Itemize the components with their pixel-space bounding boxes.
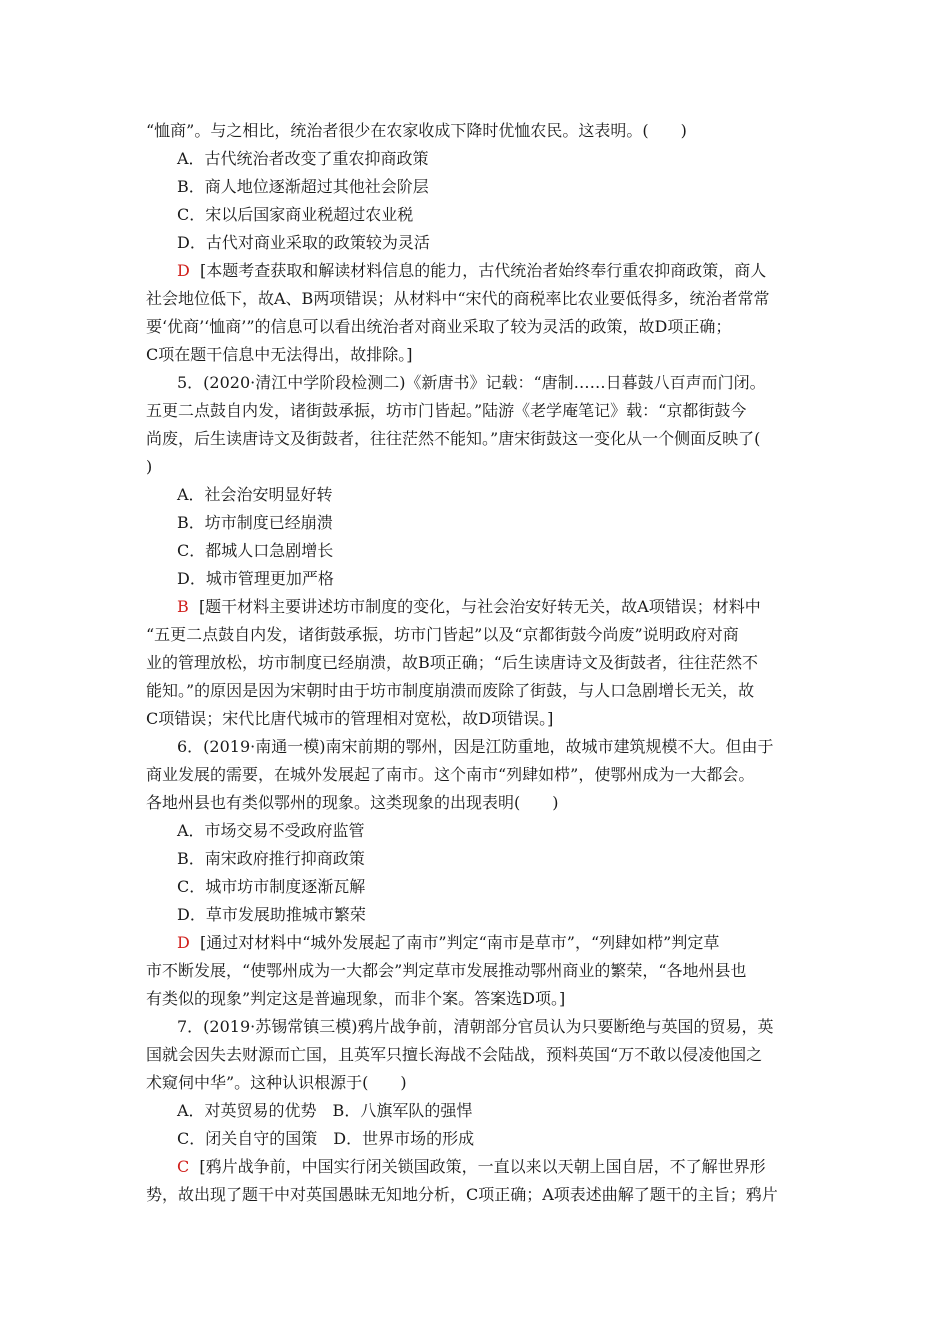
q7-stem-line: 7．(2019·苏锡常镇三模)鸦片战争前，清朝部分官员认为只要断绝与英国的贸易，英 xyxy=(177,1017,774,1036)
q4-option-a: A．古代统治者改变了重农抑商政策 xyxy=(177,149,429,168)
q4-answer-letter: D xyxy=(177,261,190,280)
q5-stem-line: 五更二点鼓自内发，诸街鼓承振，坊市门皆起。”陆游《老学庵笔记》载：“京都街鼓今 xyxy=(146,401,747,420)
q5-option-c: C．都城人口急剧增长 xyxy=(177,541,334,560)
q7-explanation-line: 势，故出现了题干中对英国愚昧无知地分析，C项正确；A项表述曲解了题干的主旨；鸦片 xyxy=(146,1185,778,1204)
q6-option-c: C．城市坊市制度逐渐瓦解 xyxy=(177,877,366,896)
q6-stem-line: 各地州县也有类似鄂州的现象。这类现象的出现表明( ) xyxy=(146,793,559,812)
q6-stem-line: 商业发展的需要，在城外发展起了南市。这个南市“列肆如栉”，使鄂州成为一大都会。 xyxy=(146,765,755,784)
q5-stem-line: 5．(2020·清江中学阶段检测二)《新唐书》记载：“唐制……日暮鼓八百声而门闭。 xyxy=(177,373,766,392)
q5-stem-line: 尚废，后生读唐诗文及街鼓者，往往茫然不能知。”唐宋街鼓这一变化从一个侧面反映了( xyxy=(146,429,761,448)
q6-option-b: B．南宋政府推行抑商政策 xyxy=(177,849,365,868)
q4-explanation-line xyxy=(177,261,766,281)
q4-explanation-text: [本题考查获取和解读材料信息的能力，古代统治者始终奉行重农抑商政策，商人 xyxy=(200,261,767,280)
q5-option-a: A．社会治安明显好转 xyxy=(177,485,333,504)
q6-option-a: A．市场交易不受政府监管 xyxy=(177,821,365,840)
q6-explanation-line: 有类似的现象”判定这是普遍现象，而非个案。答案选D项。] xyxy=(146,989,566,1008)
q5-stem-line: ) xyxy=(146,457,153,476)
q4-explanation-line: 社会地位低下，故A、B两项错误；从材料中“宋代的商税率比农业要低得多，统治者常常 xyxy=(146,289,770,308)
q5-explanation-line: C项错误；宋代比唐代城市的管理相对宽松，故D项错误。] xyxy=(146,709,554,728)
q4-option-c: C．宋以后国家商业税超过农业税 xyxy=(177,205,414,224)
q7-explanation-line xyxy=(177,1157,766,1177)
q7-options-cd: C．闭关自守的国策 D．世界市场的形成 xyxy=(177,1129,475,1148)
q5-explanation-line: 业的管理放松，坊市制度已经崩溃，故B项正确；“后生读唐诗文及街鼓者，往往茫然不 xyxy=(146,653,758,672)
q4-option-d: D．古代对商业采取的政策较为灵活 xyxy=(177,233,430,252)
q4-stem-tail: “恤商”。与之相比，统治者很少在农家收成下降时优恤农民。这表明。( ) xyxy=(146,121,687,140)
q6-explanation-text: [通过对材料中“城外发展起了南市”判定“南市是草市”，“列肆如栉”判定草 xyxy=(200,933,720,952)
q5-option-d: D．城市管理更加严格 xyxy=(177,569,334,588)
q4-explanation-line: 要‘优商’‘恤商’”的信息可以看出统治者对商业采取了较为灵活的政策，故D项正确； xyxy=(146,317,732,336)
q5-explanation-text: [题干材料主要讲述坊市制度的变化，与社会治安好转无关，故A项错误；材料中 xyxy=(198,597,761,616)
q5-explanation-line xyxy=(177,597,761,617)
q4-explanation-line: C项在题干信息中无法得出，故排除。] xyxy=(146,345,413,364)
q7-explanation-text: [鸦片战争前，中国实行闭关锁国政策，一直以来以天朝上国自居，不了解世界形 xyxy=(199,1157,766,1176)
q6-explanation-line xyxy=(177,933,719,953)
q7-stem-line: 术窥伺中华”。这种认识根源于( ) xyxy=(146,1073,407,1092)
q5-option-b: B．坊市制度已经崩溃 xyxy=(177,513,333,532)
q5-answer-letter: B xyxy=(177,597,189,616)
q7-stem-line: 国就会因失去财源而亡国，且英军只擅长海战不会陆战，预料英国“万不敢以侵凌他国之 xyxy=(146,1045,763,1064)
q7-answer-letter: C xyxy=(177,1157,190,1176)
q6-explanation-line: 市不断发展，“使鄂州成为一大都会”判定草市发展推动鄂州商业的繁荣，“各地州县也 xyxy=(146,961,747,980)
q5-explanation-line: “五更二点鼓自内发，诸街鼓承振，坊市门皆起”以及“京都街鼓今尚废”说明政府对商 xyxy=(146,625,739,644)
q5-explanation-line: 能知。”的原因是因为宋朝时由于坊市制度崩溃而废除了街鼓，与人口急剧增长无关，故 xyxy=(146,681,755,700)
q6-answer-letter: D xyxy=(177,933,190,952)
q7-options-ab: A．对英贸易的优势 B．八旗军队的强悍 xyxy=(177,1101,473,1120)
q6-option-d: D．草市发展助推城市繁荣 xyxy=(177,905,366,924)
q4-option-b: B．商人地位逐渐超过其他社会阶层 xyxy=(177,177,429,196)
q6-stem-line: 6．(2019·南通一模)南宋前期的鄂州，因是江防重地，故城市建筑规模不大。但由于 xyxy=(177,737,774,756)
